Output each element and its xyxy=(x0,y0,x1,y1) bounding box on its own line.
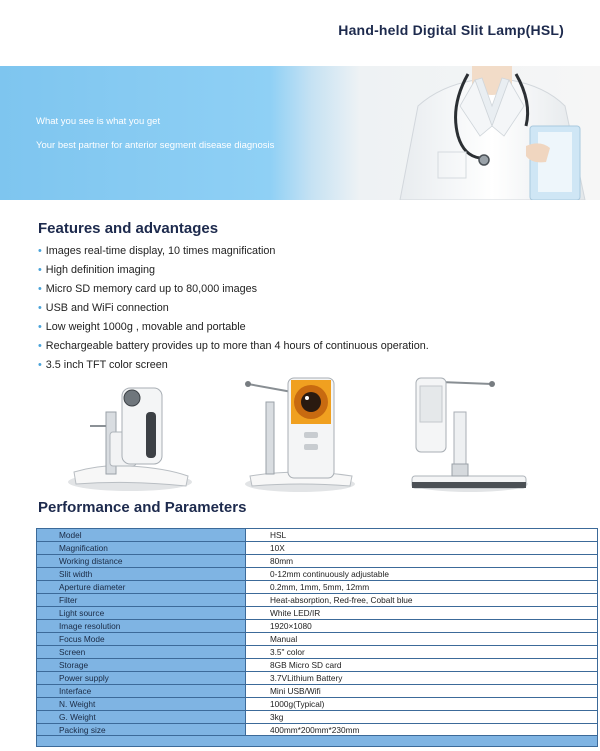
param-name: Slit width xyxy=(37,568,246,581)
features-heading: Features and advantages xyxy=(38,220,219,237)
feature-item: • Low weight 1000g , movable and portable xyxy=(38,321,246,333)
bullet-icon: • xyxy=(38,283,42,295)
table-row xyxy=(37,672,598,685)
table-row xyxy=(37,594,598,607)
param-value: Heat-absorption, Red-free, Cobalt blue xyxy=(246,594,598,607)
table-row xyxy=(37,607,598,620)
table-row xyxy=(37,568,598,581)
param-value: 1920×1080 xyxy=(246,620,598,633)
param-value: 3.5" color xyxy=(246,646,598,659)
param-name: Magnification xyxy=(37,542,246,555)
param-value: Mini USB/Wifi xyxy=(246,685,598,698)
param-value: 10X xyxy=(246,542,598,555)
param-name: Aperture diameter xyxy=(37,581,246,594)
features-list xyxy=(38,242,429,375)
banner-tagline-2: Your best partner for anterior segment disease diagnosis xyxy=(36,140,275,151)
param-name: Light source xyxy=(37,607,246,620)
feature-item: • High definition imaging xyxy=(38,264,156,276)
param-value: 0.2mm, 1mm, 5mm, 12mm xyxy=(246,581,598,594)
bullet-icon: • xyxy=(38,321,42,333)
param-value: 3kg xyxy=(246,711,598,724)
bullet-icon: • xyxy=(38,302,42,314)
param-value: White LED/IR xyxy=(246,607,598,620)
table-row xyxy=(37,633,598,646)
param-value: 80mm xyxy=(246,555,598,568)
bullet-icon: • xyxy=(38,264,42,276)
table-row xyxy=(37,581,598,594)
bullet-icon: • xyxy=(38,340,42,352)
feature-item: • Images real-time display, 10 times magnification xyxy=(38,245,276,257)
bullet-icon: • xyxy=(38,359,42,371)
param-value: 3.7VLithium Battery xyxy=(246,672,598,685)
param-name: Working distance xyxy=(37,555,246,568)
feature-item: • Micro SD memory card up to 80,000 images xyxy=(38,283,258,295)
table-row xyxy=(37,659,598,672)
feature-item: • 3.5 inch TFT color screen xyxy=(38,359,168,371)
parameters-table xyxy=(36,528,598,737)
table-row xyxy=(37,529,598,542)
param-name: Power supply xyxy=(37,672,246,685)
table-row xyxy=(37,542,598,555)
product-images xyxy=(60,372,540,494)
table-row xyxy=(37,620,598,633)
table-row xyxy=(37,711,598,724)
param-name: N. Weight xyxy=(37,698,246,711)
param-value: HSL xyxy=(246,529,598,542)
param-value: 8GB Micro SD card xyxy=(246,659,598,672)
table-row xyxy=(37,685,598,698)
param-name: Model xyxy=(37,529,246,542)
param-name: Filter xyxy=(37,594,246,607)
param-name: Storage xyxy=(37,659,246,672)
doctor-image xyxy=(380,66,600,200)
param-name: Packing size xyxy=(37,724,246,737)
param-name: Screen xyxy=(37,646,246,659)
param-value: 400mm*200mm*230mm xyxy=(246,724,598,737)
param-value: 0-12mm continuously adjustable xyxy=(246,568,598,581)
table-row xyxy=(37,698,598,711)
banner-tagline-1: What you see is what you get xyxy=(36,116,161,127)
slit-lamp-side-view-image xyxy=(68,388,192,491)
param-name: G. Weight xyxy=(37,711,246,724)
parameters-table-footer xyxy=(36,735,598,747)
param-name: Focus Mode xyxy=(37,633,246,646)
slit-lamp-back-view-image xyxy=(412,378,528,492)
param-value: Manual xyxy=(246,633,598,646)
page-title: Hand-held Digital Slit Lamp(HSL) xyxy=(338,22,564,38)
table-row xyxy=(37,646,598,659)
feature-item: • Rechargeable battery provides up to more than 4 hours of continuous operation. xyxy=(38,340,429,352)
param-name: Interface xyxy=(37,685,246,698)
table-row xyxy=(37,555,598,568)
feature-item: • USB and WiFi connection xyxy=(38,302,169,314)
bullet-icon: • xyxy=(38,245,42,257)
parameters-heading: Performance and Parameters xyxy=(38,499,247,516)
slit-lamp-screen-view-image xyxy=(245,378,355,492)
param-value: 1000g(Typical) xyxy=(246,698,598,711)
param-name: Image resolution xyxy=(37,620,246,633)
hero-banner xyxy=(0,66,600,200)
